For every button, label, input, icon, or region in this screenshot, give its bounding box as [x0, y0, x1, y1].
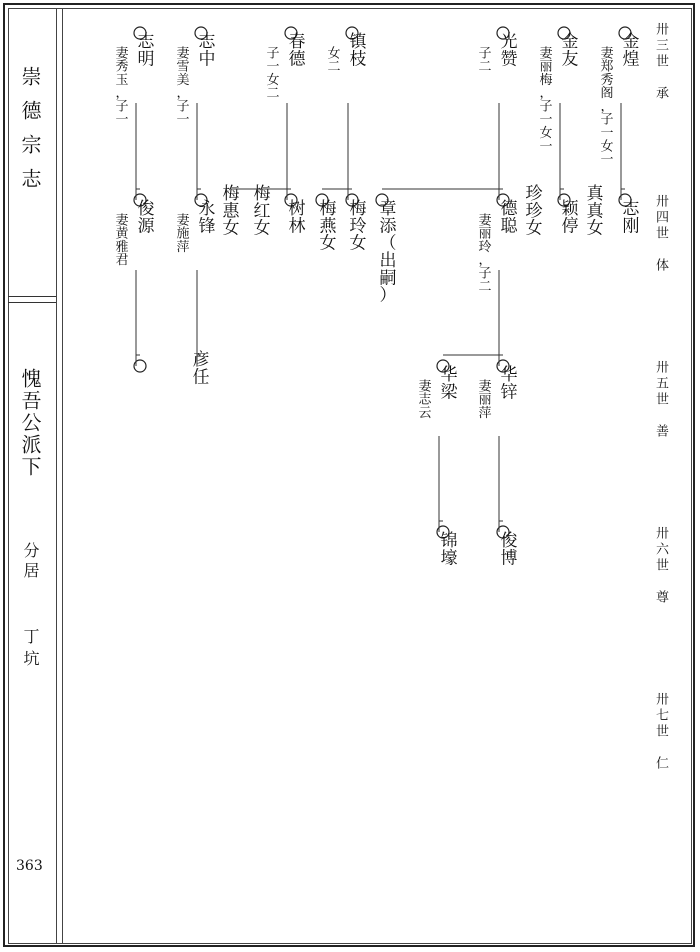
person-note: 玲	[478, 239, 492, 255]
person-note: 女	[600, 139, 614, 155]
person-name: 珍	[525, 183, 543, 204]
person-name: 志	[137, 31, 155, 52]
generation-label-37: 卅七世 仁	[653, 692, 668, 772]
person-note: 云	[418, 405, 432, 421]
person-name: 任	[192, 367, 210, 388]
person-name: 源	[137, 216, 155, 237]
person-name: 梅	[349, 198, 367, 219]
person-note: 妻	[115, 46, 129, 62]
person-name: 刚	[622, 216, 640, 237]
section-label: 分居	[21, 542, 40, 582]
person-name: 德	[500, 198, 518, 219]
village-label: 丁坑	[21, 628, 40, 672]
person-name: 华	[500, 364, 518, 385]
person-name: 梅	[222, 183, 240, 204]
person-name: 梅	[319, 198, 337, 219]
person-note: 子	[176, 99, 190, 115]
person-name: 光	[500, 31, 518, 52]
person-name: 德	[288, 49, 306, 70]
person-note: 一	[176, 112, 190, 128]
person-note: 雪	[176, 59, 190, 75]
person-name: 惠	[222, 201, 240, 222]
person-note: 妻	[418, 379, 432, 395]
page-number: 363	[16, 858, 43, 874]
person-note: 妻	[600, 46, 614, 62]
person-name: 俊	[500, 530, 518, 551]
person-name: 赞	[500, 49, 518, 70]
person-name: 燕	[319, 216, 337, 237]
person-name: 女	[586, 218, 604, 239]
person-name: 春	[288, 31, 306, 52]
person-name: 嗣	[379, 268, 397, 289]
person-name: 玲	[349, 216, 367, 237]
person-name: 博	[500, 548, 518, 569]
person-name: 友	[561, 49, 579, 70]
person-name: 俊	[137, 198, 155, 219]
person-note: 子	[266, 46, 280, 62]
person-name: 金	[622, 31, 640, 52]
person-note: 女	[266, 72, 280, 88]
generation-label-33: 卅三世 承	[653, 22, 668, 102]
generation-label-36: 卅六世 尊	[653, 526, 668, 606]
person-name: 锋	[198, 216, 216, 237]
person-name: 林	[288, 216, 306, 237]
person-name: 志	[198, 31, 216, 52]
person-note: 秀	[115, 59, 129, 75]
person-note: 君	[115, 253, 129, 269]
person-note: 美	[176, 72, 190, 88]
person-name: 章	[379, 198, 397, 219]
person-note: 郑	[600, 59, 614, 75]
person-note: 丽	[478, 392, 492, 408]
person-note: 丽	[539, 59, 553, 75]
person-name: 梅	[253, 183, 271, 204]
person-name: 女	[253, 218, 271, 239]
person-note: 一	[539, 139, 553, 155]
person-note: 妻	[115, 213, 129, 229]
person-note: 妻	[176, 46, 190, 62]
person-name: 真	[586, 183, 604, 204]
person-name: 明	[137, 49, 155, 70]
generation-label-35: 卅五世 善	[653, 360, 668, 440]
person-note: 雅	[115, 239, 129, 255]
person-note: 一	[600, 126, 614, 141]
person-note: 秀	[600, 72, 614, 88]
person-name: 壕	[440, 548, 458, 569]
person-name: 聪	[500, 216, 518, 237]
person-name: 梁	[440, 382, 458, 403]
person-note: 丽	[478, 226, 492, 242]
person-note: 一	[266, 59, 280, 75]
person-note: 二	[478, 279, 492, 295]
person-note: ，	[600, 99, 614, 115]
person-note: 子	[478, 266, 492, 282]
person-note: 二	[266, 86, 280, 102]
person-name: 煌	[622, 49, 640, 70]
person-note: 妻	[478, 213, 492, 229]
person-name: 锌	[500, 382, 518, 403]
person-name: （	[379, 233, 397, 254]
person-name: 镇	[349, 31, 367, 52]
person-note: 妻	[176, 213, 190, 229]
person-name: 停	[561, 216, 579, 237]
person-note: 子	[539, 99, 553, 115]
person-note: 一	[115, 112, 129, 128]
person-name: 女	[525, 218, 543, 239]
person-note: 阁	[600, 86, 614, 102]
branch-title: 愧吾公派下	[18, 368, 42, 478]
person-note: ，	[176, 86, 190, 102]
person-note: ，	[115, 86, 129, 102]
person-name: 志	[622, 198, 640, 219]
person-note: 子	[478, 46, 492, 62]
person-note: 萍	[478, 405, 492, 421]
person-note: 子	[115, 99, 129, 115]
person-name: 树	[288, 198, 306, 219]
person-name: 彦	[192, 349, 210, 370]
person-name: 锦	[440, 530, 458, 551]
person-note: 子	[600, 112, 614, 128]
person-name: 添	[379, 216, 397, 237]
person-note: 一	[539, 112, 553, 128]
generation-label-34: 卅四世 体	[653, 194, 668, 274]
person-name: 珍	[525, 201, 543, 222]
person-name: 金	[561, 31, 579, 52]
person-note: 玉	[115, 72, 129, 88]
person-name: 出	[379, 250, 397, 271]
person-note: 女	[539, 126, 553, 141]
person-name: 永	[198, 198, 216, 219]
person-note: 施	[176, 226, 190, 242]
person-note: 萍	[176, 239, 190, 255]
person-note: ，	[539, 86, 553, 102]
person-note: 梅	[539, 72, 553, 88]
person-note: 妻	[539, 46, 553, 62]
person-name: 女	[222, 218, 240, 239]
person-name: 女	[349, 233, 367, 254]
person-name: 中	[198, 49, 216, 70]
person-name: 华	[440, 364, 458, 385]
person-note: 志	[418, 392, 432, 408]
book-title: 崇德宗志	[18, 66, 42, 202]
person-name: 女	[319, 233, 337, 254]
person-note: 二	[478, 59, 492, 75]
person-note: 妻	[478, 379, 492, 395]
person-name: 真	[586, 201, 604, 222]
person-note: ，	[478, 253, 492, 269]
person-name: 枝	[349, 49, 367, 70]
person-note: 黄	[115, 226, 129, 242]
person-note: 二	[327, 59, 341, 75]
person-name: ）	[379, 285, 397, 306]
person-note: 女	[327, 46, 341, 62]
person-name: 红	[253, 201, 271, 222]
person-name: 颖	[561, 198, 579, 219]
person-note: 一	[600, 152, 614, 168]
